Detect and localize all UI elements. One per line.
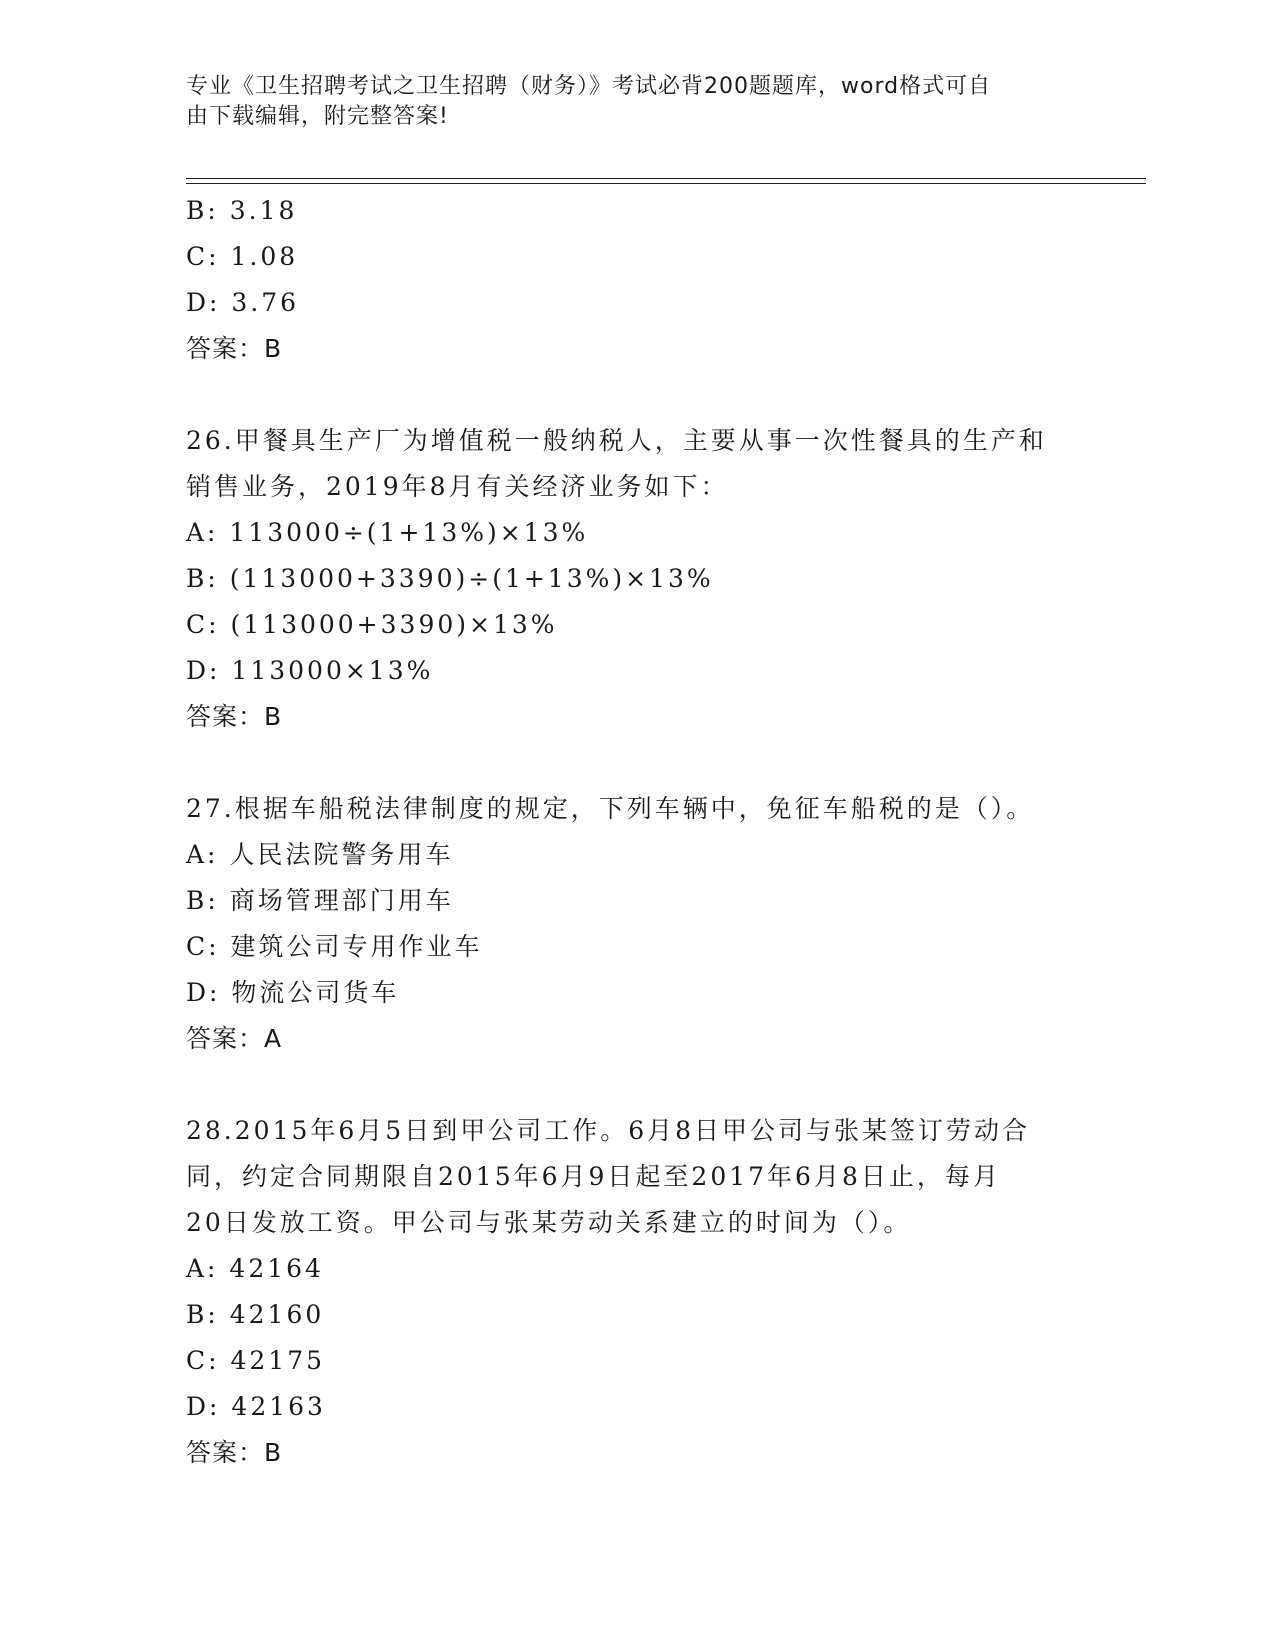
header-divider-bottom [186, 183, 1146, 184]
option-d: D: 物流公司货车 [186, 978, 400, 1007]
option-c: C: (113000+3390)×13% [186, 610, 558, 639]
question-text: 同，约定合同期限自2015年6月9日起至2017年6月8日止，每月 [186, 1162, 1001, 1191]
option-c: C: 建筑公司专用作业车 [186, 932, 483, 961]
answer-line: 答案：A [186, 1024, 283, 1053]
header-divider-top [186, 178, 1146, 179]
option-a: A: 人民法院警务用车 [186, 840, 454, 869]
answer-line: 答案：B [186, 702, 283, 731]
option-b: B: 42160 [186, 1300, 325, 1329]
document-header [186, 72, 1066, 132]
header-line-1: 专业《卫生招聘考试之卫生招聘（财务）》考试必背200题题库，word格式可自 [186, 74, 992, 99]
option-b: B: (113000+3390)÷(1+13%)×13% [186, 564, 714, 593]
question-27 [186, 786, 1106, 1062]
option-d: D: 3.76 [186, 288, 300, 317]
question-text: 20日发放工资。甲公司与张某劳动关系建立的时间为（）。 [186, 1208, 912, 1237]
option-c: C: 1.08 [186, 242, 299, 271]
option-c: C: 42175 [186, 1346, 326, 1375]
option-a: A: 42164 [186, 1254, 324, 1283]
question-text: 26.甲餐具生产厂为增值税一般纳税人，主要从事一次性餐具的生产和 [186, 426, 1047, 455]
question-26 [186, 418, 1106, 740]
question-text: 27.根据车船税法律制度的规定，下列车辆中，免征车船税的是（）。 [186, 794, 1035, 823]
question-28 [186, 1108, 1106, 1476]
question-text: 销售业务，2019年8月有关经济业务如下： [186, 472, 729, 501]
header-line-2: 由下载编辑，附完整答案! [186, 104, 449, 129]
option-d: D: 42163 [186, 1392, 326, 1421]
option-d: D: 113000×13% [186, 656, 434, 685]
option-b: B: 商场管理部门用车 [186, 886, 454, 915]
question-list [186, 188, 1106, 1476]
option-b: B: 3.18 [186, 196, 298, 225]
option-a: A: 113000÷(1+13%)×13% [186, 518, 589, 547]
question-text: 28.2015年6月5日到甲公司工作。6月8日甲公司与张某签订劳动合 [186, 1116, 1031, 1145]
answer-line: 答案：B [186, 1438, 283, 1467]
answer-line: 答案：B [186, 334, 283, 363]
